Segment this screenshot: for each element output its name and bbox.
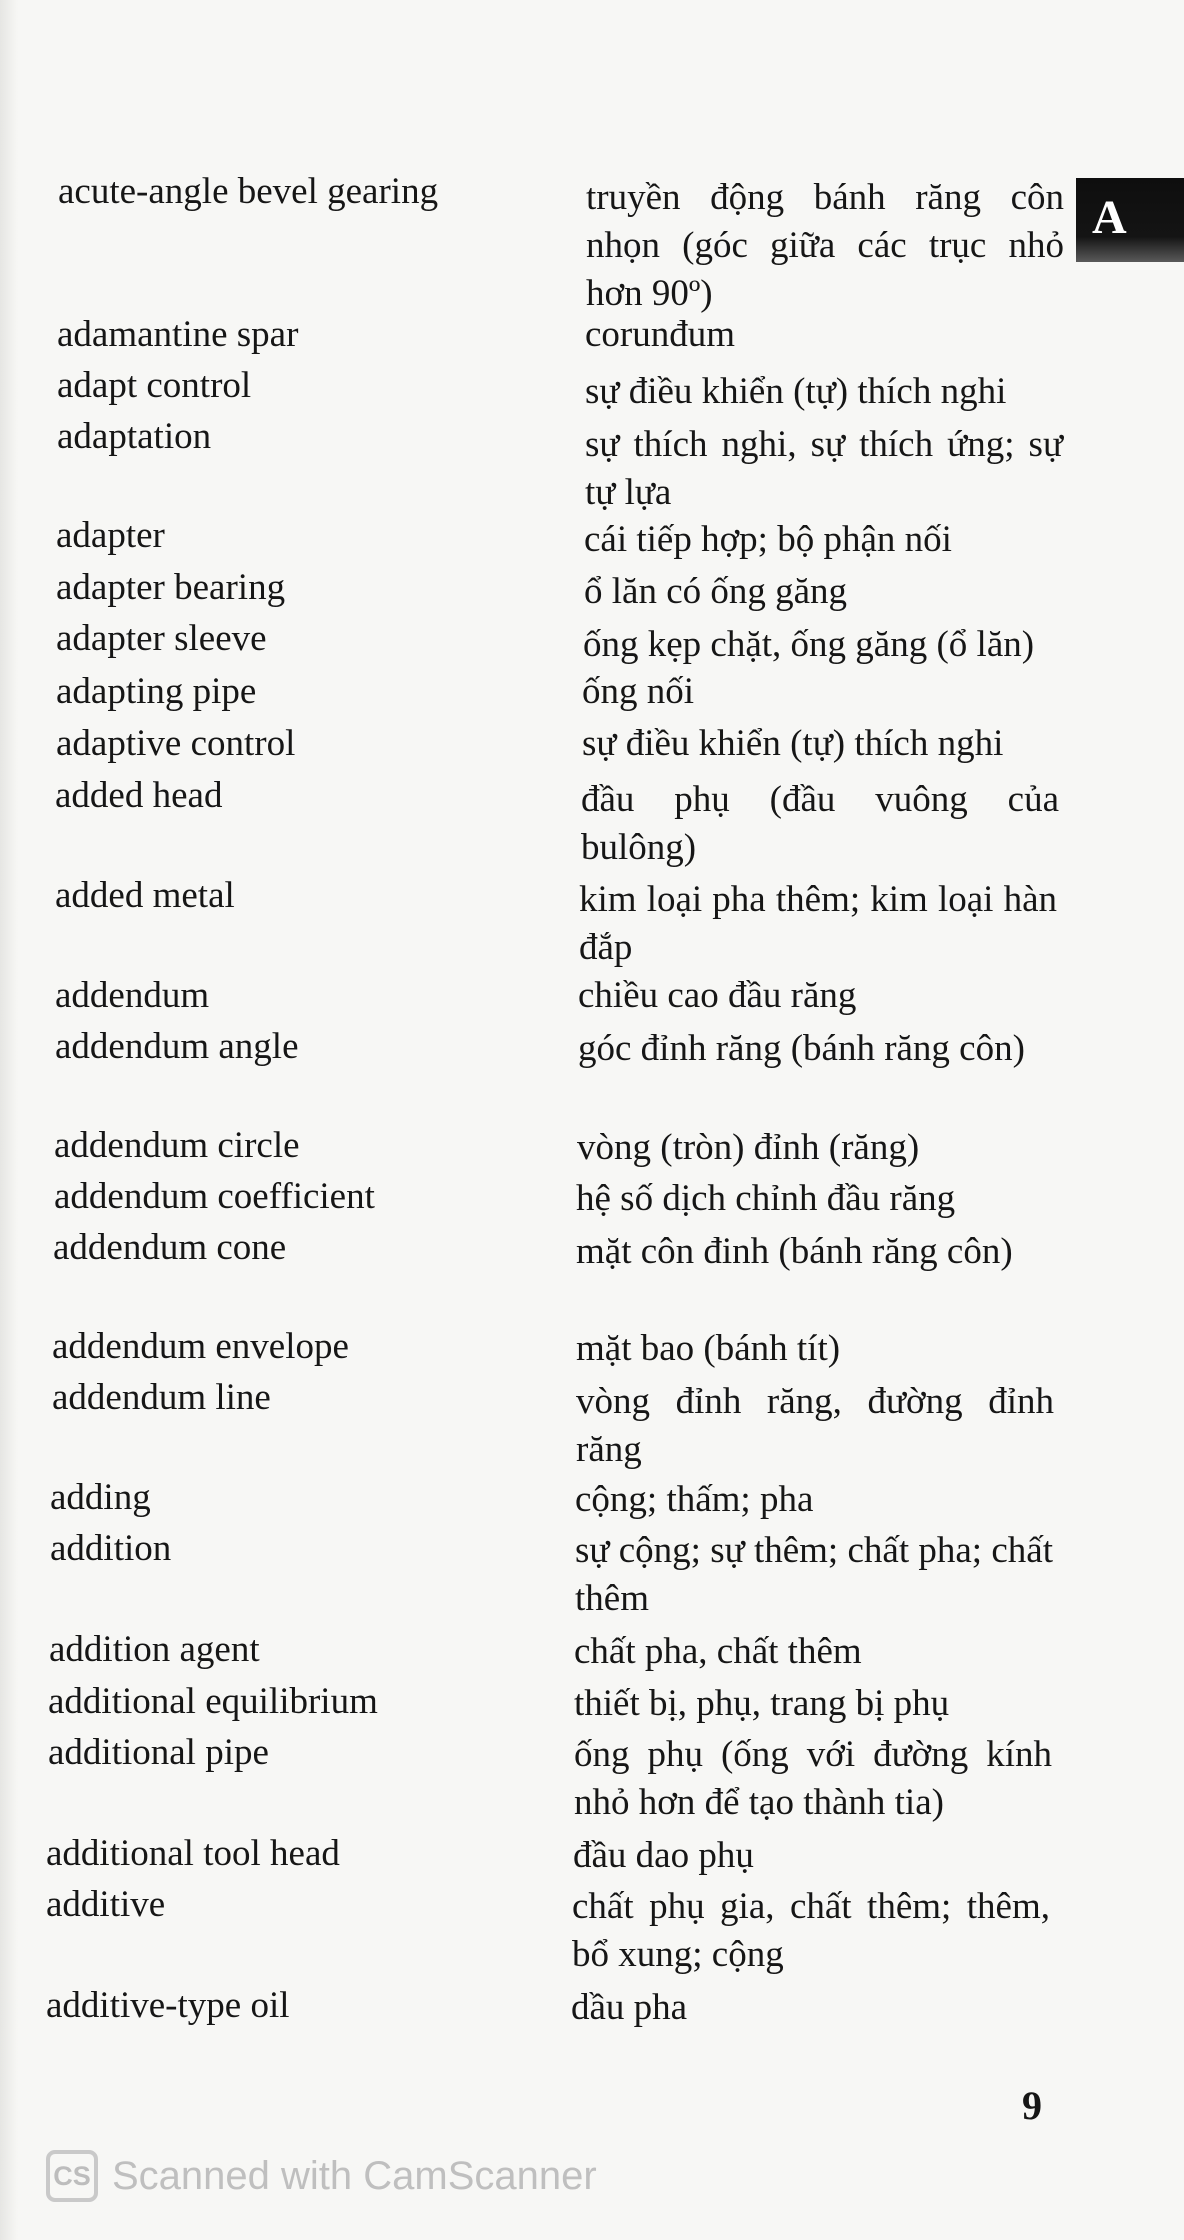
entry-definition: kim loại pha thêm; kim loại hàn đắp [579, 879, 1057, 968]
entry-term: adapting pipe [56, 671, 257, 712]
entry-term: adding [50, 1477, 151, 1518]
page-number: 9 [1022, 2083, 1042, 2128]
entry-term: adapter bearing [56, 567, 286, 608]
entry-term: acute-angle bevel gearing [58, 171, 439, 212]
entry-term: addendum line [52, 1377, 271, 1418]
page-edge-shadow [0, 0, 18, 2240]
camscanner-logo-icon [46, 2150, 98, 2202]
entry-term: adapter [56, 515, 165, 556]
camscanner-watermark [46, 2146, 597, 2206]
entry-definition: sự cộng; sự thêm; chất pha; chất thêm [575, 1530, 1053, 1619]
entry-term: additional pipe [48, 1732, 269, 1773]
entry-definition: truyền động bánh răng côn nhọn (góc giữa các trục nhỏ hơn 90º) [586, 177, 1064, 314]
entry-definition: chất phụ gia, chất thêm; thêm, bổ xung; cộng [572, 1886, 1050, 1975]
letter-tab [1076, 178, 1184, 262]
entry-term: addendum cone [53, 1227, 287, 1268]
entry-definition: corunđum [585, 314, 736, 355]
entry-term: addition agent [49, 1629, 260, 1670]
entry-definition: ống kẹp chặt, ống găng (ổ lăn) [583, 624, 1035, 665]
letter-tab-label: A [1092, 191, 1127, 244]
entry-term: addendum coefficient [54, 1176, 375, 1217]
entry-definition: sự điều khiển (tự) thích nghi [585, 371, 1007, 412]
entry-definition: sự thích nghi, sự thích ứng; sự tự lựa [585, 424, 1063, 513]
camscanner-logo-text: CS [53, 2160, 91, 2191]
entry-definition: góc đỉnh răng (bánh răng côn) [578, 1028, 1025, 1069]
entry-term: adaptation [57, 416, 212, 457]
entry-term: additive-type oil [46, 1985, 290, 2026]
entry-definition: chiều cao đầu răng [578, 975, 857, 1016]
entry-definition: cộng; thấm; pha [575, 1479, 814, 1520]
entry-definition: chất pha, chất thêm [574, 1631, 862, 1672]
entry-definition: cái tiếp hợp; bộ phận nối [584, 519, 952, 560]
entry-definition: mặt côn đinh (bánh răng côn) [576, 1231, 1013, 1272]
entry-term: adaptive control [56, 723, 296, 764]
entry-definition: vòng đỉnh răng, đường đỉnh răng [576, 1381, 1054, 1470]
entry-term: addendum circle [54, 1125, 300, 1166]
entry-term: adamantine spar [57, 314, 299, 355]
entry-definition: đầu phụ (đầu vuông của bulông) [581, 779, 1059, 868]
entry-term: additive [46, 1884, 166, 1925]
entry-definition: vòng (tròn) đỉnh (răng) [577, 1127, 920, 1168]
entry-term: additional tool head [46, 1833, 340, 1874]
entry-definition: ống phụ (ống với đường kính nhỏ hơn để tạo thành tia) [574, 1734, 1052, 1823]
entry-definition: đầu dao phụ [573, 1835, 754, 1876]
entry-term: added metal [55, 875, 235, 916]
entry-definition: ống nối [582, 671, 695, 712]
entry-term: addendum [55, 975, 210, 1016]
entry-definition: hệ số dịch chỉnh đầu răng [576, 1178, 956, 1219]
entry-term: additional equilibrium [48, 1681, 378, 1722]
entry-term: adapt control [57, 365, 252, 406]
entry-term: addendum envelope [52, 1326, 349, 1367]
entry-definition: mặt bao (bánh tít) [576, 1328, 841, 1369]
entry-definition: dầu pha [571, 1987, 688, 2028]
entry-term: addendum angle [55, 1026, 299, 1067]
entry-definition: ổ lăn có ống găng [584, 571, 848, 612]
watermark-text: Scanned with CamScanner [112, 2154, 597, 2198]
entry-term: added head [55, 775, 223, 816]
entry-term: adapter sleeve [56, 618, 267, 659]
entry-definition: thiết bị, phụ, trang bị phụ [574, 1683, 950, 1724]
entry-term: addition [50, 1528, 172, 1569]
entry-definition: sự điều khiển (tự) thích nghi [582, 723, 1004, 764]
